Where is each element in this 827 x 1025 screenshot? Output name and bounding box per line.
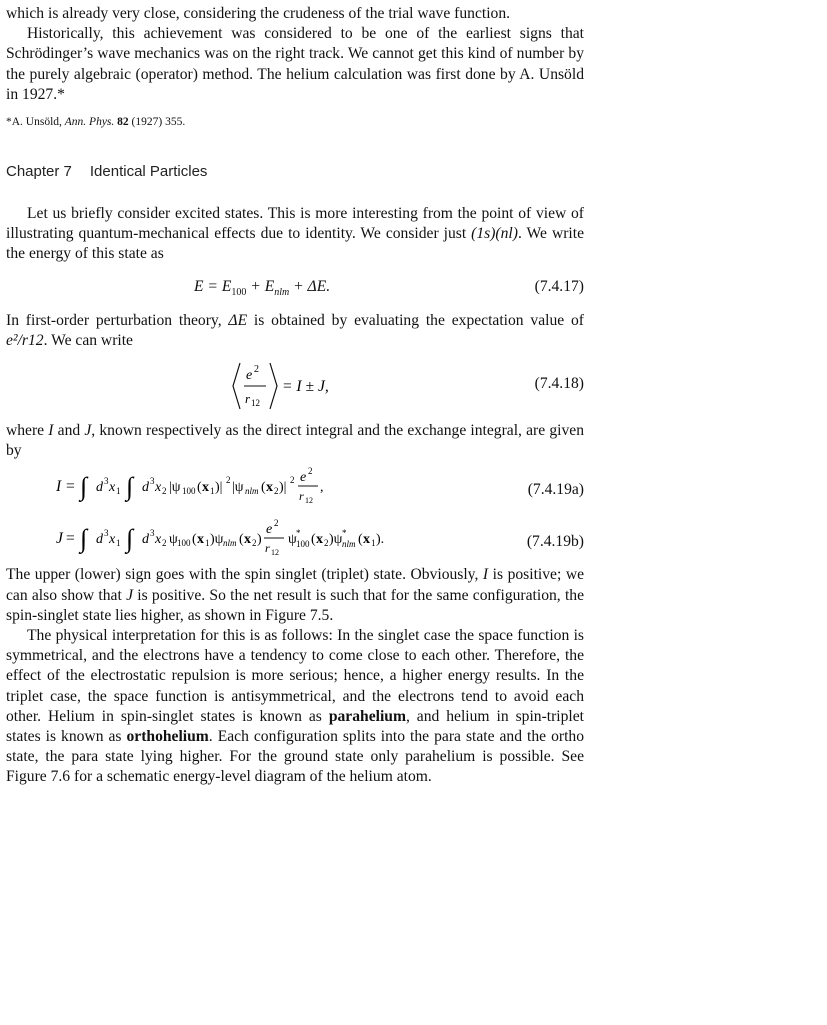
footnote: *A. Unsöld, Ann. Phys. 82 (1927) 355. [6, 116, 186, 129]
svg-text:I: I [56, 478, 62, 496]
svg-text:3: 3 [150, 476, 155, 487]
svg-text:2: 2 [254, 364, 259, 376]
svg-text:e: e [266, 522, 273, 538]
svg-text:(: ( [239, 532, 244, 548]
svg-text:,: , [320, 480, 324, 496]
svg-text:|ψ: |ψ [169, 480, 181, 496]
svg-text:100: 100 [182, 486, 196, 497]
svg-text:1: 1 [205, 538, 210, 549]
svg-text:12: 12 [305, 496, 313, 506]
expectation-value-formula [232, 359, 412, 413]
svg-text:(: ( [261, 480, 266, 496]
svg-text:x: x [202, 480, 209, 496]
svg-text:∫: ∫ [80, 524, 88, 554]
svg-text:ψ: ψ [169, 532, 178, 548]
chapter-title: Identical Particles [89, 163, 208, 181]
svg-text:)|: )| [215, 480, 223, 496]
paragraph-continuation: which is already very close, considering the crudeness of the trial wave function. [6, 5, 511, 22]
exchange-integral-formula [56, 518, 384, 557]
svg-text:)ψ: )ψ [210, 532, 224, 548]
svg-text:x: x [109, 532, 116, 548]
svg-text:): ) [257, 532, 262, 548]
svg-text:∫: ∫ [80, 472, 88, 502]
paragraph-perturbation: In first-order perturbation theory, ΔE is obtained by evaluating the expectation value of e²/r12. We can write [6, 311, 584, 349]
svg-text:12: 12 [271, 548, 279, 558]
svg-text:nlm: nlm [342, 539, 356, 550]
book-page [6, 4, 584, 788]
equation-7-4-18 [6, 359, 584, 413]
svg-text:)|: )| [279, 480, 287, 496]
equation-body: $E = E_{100} + E_{nlm} + \Delta E$. [194, 277, 331, 298]
svg-text:(: ( [311, 532, 316, 548]
svg-text:100: 100 [296, 539, 310, 550]
integral-formulas [56, 467, 496, 559]
svg-text:d: d [142, 532, 149, 548]
svg-text:100: 100 [177, 538, 191, 549]
svg-text:∫: ∫ [126, 472, 134, 502]
svg-text:e: e [246, 368, 253, 384]
svg-text:x: x [266, 480, 273, 496]
svg-text:r: r [265, 541, 270, 556]
paragraph-interpretation: The physical interpretation for this is as follows: In the singlet case the space function is symmetrical, and the electrons have a tendency to come close to each other. Therefore, the effect of the electrostatic repulsion is more serious; hence, a higher energy results. In the triplet case, the space function is antisymmetrical, and the electrons tend to avoid each other. Helium in spin-singlet states is known as parahelium, and helium in spin-triplet states is known as orthohelium. Each configuration splits into the para state and the ortho state, the para state lying higher. For the ground state only parahelium is possible. See Figure 7.6 for a schematic energy-level diagram of the helium atom. [6, 627, 585, 786]
svg-text:nlm: nlm [245, 486, 259, 497]
svg-text:3: 3 [150, 528, 155, 539]
svg-text:x: x [316, 532, 323, 548]
equation-number-19b: (7.4.19b) [526, 533, 584, 551]
svg-text:x: x [197, 532, 204, 548]
chapter-number: Chapter 7 [6, 163, 72, 181]
equations-7-4-19 [6, 467, 584, 559]
svg-text:(: ( [197, 480, 202, 496]
svg-text:r: r [299, 489, 304, 504]
svg-text:2: 2 [274, 486, 279, 497]
svg-text:=: = [66, 478, 75, 496]
equation-number-19a: (7.4.19a) [527, 481, 584, 499]
svg-text:1: 1 [371, 538, 376, 549]
svg-text:12: 12 [251, 398, 260, 409]
svg-text:x: x [155, 532, 162, 548]
svg-text:x: x [155, 480, 162, 496]
svg-text:nlm: nlm [223, 538, 237, 549]
svg-text:2: 2 [162, 538, 167, 549]
svg-text:)ψ: )ψ [329, 532, 343, 548]
paragraph-integrals-intro: where I and J, known respectively as the direct integral and the exchange integral, are given by [6, 422, 584, 460]
svg-text:1: 1 [210, 486, 215, 497]
svg-text:*: * [342, 528, 347, 539]
paragraph-history: Historically, this achievement was considered to be one of the earliest signs that Schrödinger’s wave mechanics was on the right track. We cannot get this kind of number by the purely algebraic (operator) method. The helium calculation was first done by A. Unsöld in 1927.* [6, 25, 584, 103]
paragraph-excited-states: Let us briefly consider excited states. This is more interesting from the point of view of illustrating quantum-mechanical effects due to identity. We consider just (1s)(nl). We write the energy of this state as [6, 205, 584, 263]
svg-text:=: = [66, 530, 75, 548]
svg-text:2: 2 [290, 475, 295, 486]
svg-text:d: d [96, 532, 103, 548]
svg-text:J: J [56, 530, 63, 548]
svg-text:2: 2 [226, 475, 231, 486]
svg-text:ψ: ψ [288, 532, 297, 548]
svg-text:2: 2 [274, 518, 279, 529]
svg-text:2: 2 [308, 467, 313, 477]
svg-text:2: 2 [324, 538, 329, 549]
svg-text:2: 2 [162, 486, 167, 497]
svg-text:*: * [296, 528, 301, 539]
direct-integral-formula [56, 467, 324, 505]
svg-text:x: x [363, 532, 370, 548]
equation-7-4-17 [6, 278, 584, 298]
svg-text:∫: ∫ [126, 524, 134, 554]
svg-text:(: ( [358, 532, 363, 548]
svg-text:2: 2 [252, 538, 257, 549]
svg-text:1: 1 [116, 486, 121, 497]
paragraph-sign: The upper (lower) sign goes with the spin singlet (triplet) state. Obviously, I is positive; we can also show that J is positive. So the net result is such that for the same configuration, the spin-singlet state lies higher, as shown in Figure 7.5. [6, 566, 584, 624]
svg-text:).: ). [376, 532, 385, 548]
svg-text:x: x [244, 532, 251, 548]
svg-text:|ψ: |ψ [232, 480, 244, 496]
svg-text:1: 1 [116, 538, 121, 549]
svg-text:d: d [142, 480, 149, 496]
svg-text:r: r [245, 391, 251, 407]
svg-text:(: ( [192, 532, 197, 548]
svg-text:3: 3 [104, 528, 109, 539]
svg-text:x: x [109, 480, 116, 496]
equation-number: (7.4.18) [534, 375, 584, 393]
svg-text:d: d [96, 480, 103, 496]
equation-number: (7.4.17) [534, 277, 584, 295]
svg-text:e: e [300, 470, 307, 486]
svg-text:3: 3 [104, 476, 109, 487]
equation-body: = I ± J, [282, 378, 329, 396]
running-header [6, 163, 584, 180]
